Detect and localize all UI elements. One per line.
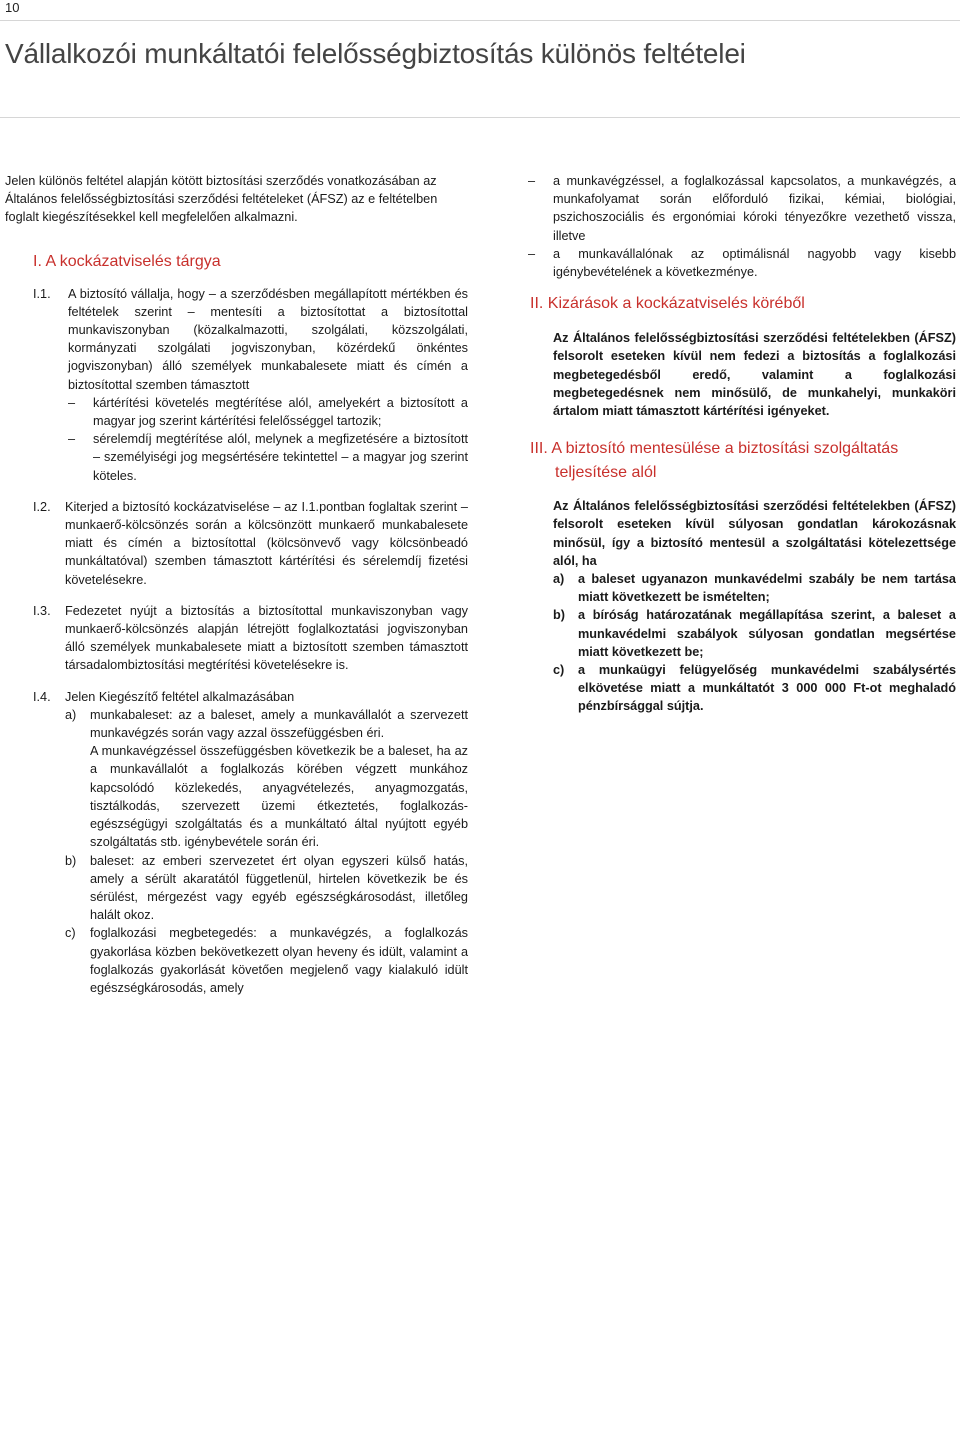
section-title: Kizárások a kockázatviselés köréből [547, 295, 805, 313]
section-number: I. [33, 252, 42, 270]
list-marker: a) [553, 572, 565, 587]
list-item-body [90, 706, 468, 852]
dash-marker: – [68, 432, 76, 447]
dash-marker: – [528, 246, 536, 261]
list-marker: a) [65, 707, 77, 722]
list-marker: c) [553, 663, 565, 678]
dash-marker: – [68, 395, 76, 410]
list-item [65, 706, 468, 852]
clause-body [65, 688, 468, 997]
clause-number: I.3. [33, 603, 51, 618]
section-heading-2 [530, 292, 956, 316]
list-item-text: a baleset ugyanazon munkavédelmi szabály be nem tartása miatt következett be ismételten; [578, 572, 956, 605]
list-item-text: a munkavállalónak az optimálisnál nagyobb vagy kisebb igénybevételének a következménye. [553, 246, 956, 280]
list-item-text: sérelemdíj megtérítése alól, melynek a megfizetésére a biztosított – személyiségi jog megsértésére tekintettel – a magyar jog szerint köteles. [93, 432, 468, 483]
list-item-text: a munkaügyi felügyelőség munkavédelmi szabálysértés elkövetése miatt a munkáltatót 3 000 000 Ft-ot meghaladó pénzbírsággal sújtja. [578, 663, 956, 714]
clause-number: I.1. [33, 286, 51, 301]
list-item-text: a bíróság határozatának megállapítása szerint, a baleset a munkavédelmi szabályok súlyosan gondatlan megsértése miatt következett be; [578, 608, 956, 659]
list-item-text: a munkavégzéssel, a foglalkozással kapcsolatos, a munkavégzés, a munkafolyamat során előforduló fizikai, kémiai, biológiai, pszichoszociális és ergonómiai kóroki tényezőkre vezethető vissza, illetve [553, 174, 956, 243]
section-title: A biztosító mentesülése a biztosítási szolgáltatás [551, 440, 899, 458]
list-marker: b) [553, 608, 565, 623]
clause-1-2 [5, 498, 468, 589]
section-number: III. [530, 440, 548, 458]
title-divider [0, 117, 960, 118]
list-marker: c) [65, 926, 76, 941]
list-item [65, 924, 468, 997]
dash-marker: – [528, 174, 536, 188]
clause-text: Kiterjed a biztosító kockázatviselése – az I.1.pontban foglaltak szerint – munkaerő-kölcsönzés során a kölcsönzött munkaerő munkabalesete miatt és címén a biztosítottal (kölcsönvevő vagy kölcsönbeadó munkáltatóval) szemben támasztott kártérítési és sérelemdíj fizetési követelésekre. [65, 499, 468, 587]
section-3-text: Az Általános felelősségbiztosítási szerződési feltételekben (ÁFSZ) felsorolt eseteken kívül súlyosan gondatlan károkozásnak minősül, így a biztosító mentesül a szolgáltatási kötelezettsége alól, ha [553, 499, 956, 568]
section-number: II. [530, 295, 544, 313]
list-item [553, 661, 956, 716]
list-item [65, 852, 468, 925]
clause-text: A biztosító vállalja, hogy – a szerződésben megállapított mértékben és feltételek szerint – mentesíti a biztosítottat a biztosítottal munkaviszonyban (közalkalmazotti, szolgálati, közszolgálati, kormányzati szolgálati jogviszonyban, közérdekű önkéntes jogviszonyban) álló személyek munkabalesete miatt és címén a biztosítottal szemben támasztott [68, 286, 468, 392]
list-item [553, 606, 956, 661]
list-item [553, 570, 956, 606]
clause-text: Fedezetet nyújt a biztosítás a biztosítottal munkaviszonyban vagy munkaerő-kölcsönzés alapján létrejött foglalkoztatási jogviszonyban álló személyek munkabalesete miatt a biztosított szemben támasztott társadalombiztosítási megtérítési követelésekre is. [65, 603, 468, 673]
clause-text: Jelen Kiegészítő feltétel alkalmazásában [65, 689, 295, 704]
section-2-text: Az Általános felelősségbiztosítási szerződési feltételekben (ÁFSZ) felsorolt eseteken kívül nem fedezi a biztosítás a foglalkozási megbetegedésből eredő, valamint a foglalkozási megbetegedésnek nem minősülő, de munkahelyi, munkaköri ártalom miatt támasztott kártérítési igényeket. [553, 331, 956, 419]
section-title-continued: teljesítése alól [555, 464, 657, 482]
list-item-text: baleset: az emberi szervezetet ért olyan egyszeri külső hatás, amely a sérült akaratától függetlenül, hirtelen következik be és sérülést, mérgezést vagy egyéb egészségkárosodást, illetőleg halált okoz. [90, 853, 468, 923]
clause-number: I.4. [33, 689, 51, 704]
continued-dash-list [528, 172, 956, 281]
clause-1-1 [5, 285, 468, 485]
list-item [68, 430, 468, 485]
list-item [68, 394, 468, 430]
left-column [5, 172, 468, 1010]
section-heading-1 [33, 250, 468, 274]
list-item [528, 245, 956, 281]
list-item-text: foglalkozási megbetegedés: a munkavégzés, a foglalkozás gyakorlása közben bekövetkezett olyan heveny és idült, valamint a foglalkozás gyakorlását követően megjelenő vagy kialakuló idült egészségkárosodás, amely [90, 926, 468, 995]
list-item [528, 172, 956, 245]
clause-number: I.2. [33, 499, 51, 514]
list-item-text: munkabaleset: az a baleset, amely a munkavállalót a szervezett munkavégzés során vagy azzal összefüggésben éri. [90, 707, 468, 741]
page-number: 10 [5, 0, 20, 15]
clause-1-4 [5, 688, 468, 997]
top-divider [0, 20, 960, 21]
page-title: Vállalkozói munkáltatói felelősségbiztosítás különös feltételei [5, 38, 746, 69]
right-column [528, 172, 956, 716]
clause-1-3 [5, 602, 468, 675]
section-title: A kockázatviselés tárgya [45, 252, 221, 270]
list-item-extra: A munkavégzéssel összefüggésben következik be a baleset, ha az a munkavállalót a foglalkozás körében végzett munkához kapcsolódó közlekedés, anyagvételezés, anyagmozgatás, tisztálkodás, szervezett üzemi étkeztetés, foglalkozás-egészségügyi szolgáltatás és a munkáltató által nyújtott egyéb szolgáltatás stb. igénybevétele során éri. [90, 744, 468, 850]
section-heading-3 [530, 437, 956, 485]
list-marker: b) [65, 853, 77, 868]
list-item-text: kártérítési követelés megtérítése alól, amelyekért a biztosított a magyar jog szerint kártérítési felelősséggel tartozik; [93, 395, 468, 429]
section-3-list [553, 570, 956, 716]
clause-body [68, 285, 468, 485]
intro-paragraph: Jelen különös feltétel alapján kötött biztosítási szerződés vonatkozásában az Általános felelősségbiztosítási szerződési feltételeket (ÁFSZ) az e feltételben foglalt kiegészítésekkel kell megfelelően alkalmazni. [5, 174, 438, 225]
